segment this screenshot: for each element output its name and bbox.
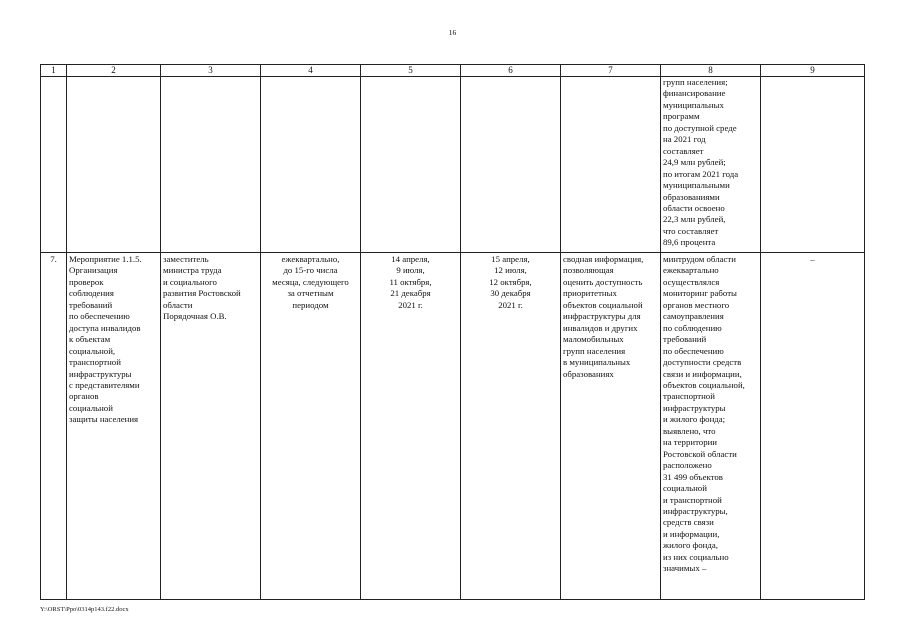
column-number: 9 bbox=[761, 65, 865, 77]
column-number: 2 bbox=[67, 65, 161, 77]
end-dates-cell: 15 апреля, 12 июля, 12 октября, 30 декабря 2021 г. bbox=[461, 253, 561, 600]
row-number-cell: 7. bbox=[41, 253, 67, 600]
table-cell bbox=[461, 77, 561, 253]
table-cell bbox=[361, 77, 461, 253]
start-dates-cell: 14 апреля, 9 июля, 11 октября, 21 декабря 2021 г. bbox=[361, 253, 461, 600]
continuation-row bbox=[41, 77, 865, 253]
column-number: 1 bbox=[41, 65, 67, 77]
column-number: 7 bbox=[561, 65, 661, 77]
table-cell bbox=[561, 77, 661, 253]
notes-cell: – bbox=[761, 253, 865, 600]
actual-result-cell: минтрудом области ежеквартально осуществлялся мониторинг работы органов местного самоуправления по соблюдению требований по обеспечению доступности средств связи и информации, объектов социальной, транспортной инфраструктуры и жилого фонда; выявлено, что на территории Ростовской области расположено 31 499 объектов социальной и транспортной инфраструктуры, средств связи и информации, жилого фонда, из них социально значимых – bbox=[661, 253, 761, 600]
frequency-cell: ежеквартально, до 15-го числа месяца, следующего за отчетным периодом bbox=[261, 253, 361, 600]
table-cell bbox=[41, 77, 67, 253]
column-number: 3 bbox=[161, 65, 261, 77]
table-row-7 bbox=[41, 253, 865, 600]
report-table bbox=[40, 64, 865, 600]
table-cell bbox=[261, 77, 361, 253]
file-path-footer: Y:\ORST\Ppo\0314p143.f22.docx bbox=[40, 606, 129, 613]
table-cell bbox=[161, 77, 261, 253]
page-number: 16 bbox=[448, 28, 457, 37]
expected-result-cell: сводная информация, позволяющая оценить доступность приоритетных объектов социальной инфраструктуры для инвалидов и других маломобильных групп населения в муниципальных образованиях bbox=[561, 253, 661, 600]
responsible-cell: заместитель министра труда и социального развития Ростовской области Порядочная О.В. bbox=[161, 253, 261, 600]
result-cell: групп населения; финансирование муниципальных программ по доступной среде на 2021 год составляет 24,9 млн рублей; по итогам 2021 года муниципальными образованиями области освоено 22,3 млн рублей, что составляет 89,6 процента bbox=[661, 77, 761, 253]
column-number: 8 bbox=[661, 65, 761, 77]
column-number: 4 bbox=[261, 65, 361, 77]
table-cell bbox=[67, 77, 161, 253]
column-number: 6 bbox=[461, 65, 561, 77]
column-number-row bbox=[41, 65, 865, 77]
activity-cell: Мероприятие 1.1.5. Организация проверок соблюдения требований по обеспечению доступа инвалидов к объектам социальной, транспортной инфраструктуры с представителями органов социальной защиты населения bbox=[67, 253, 161, 600]
column-number: 5 bbox=[361, 65, 461, 77]
table-cell bbox=[761, 77, 865, 253]
